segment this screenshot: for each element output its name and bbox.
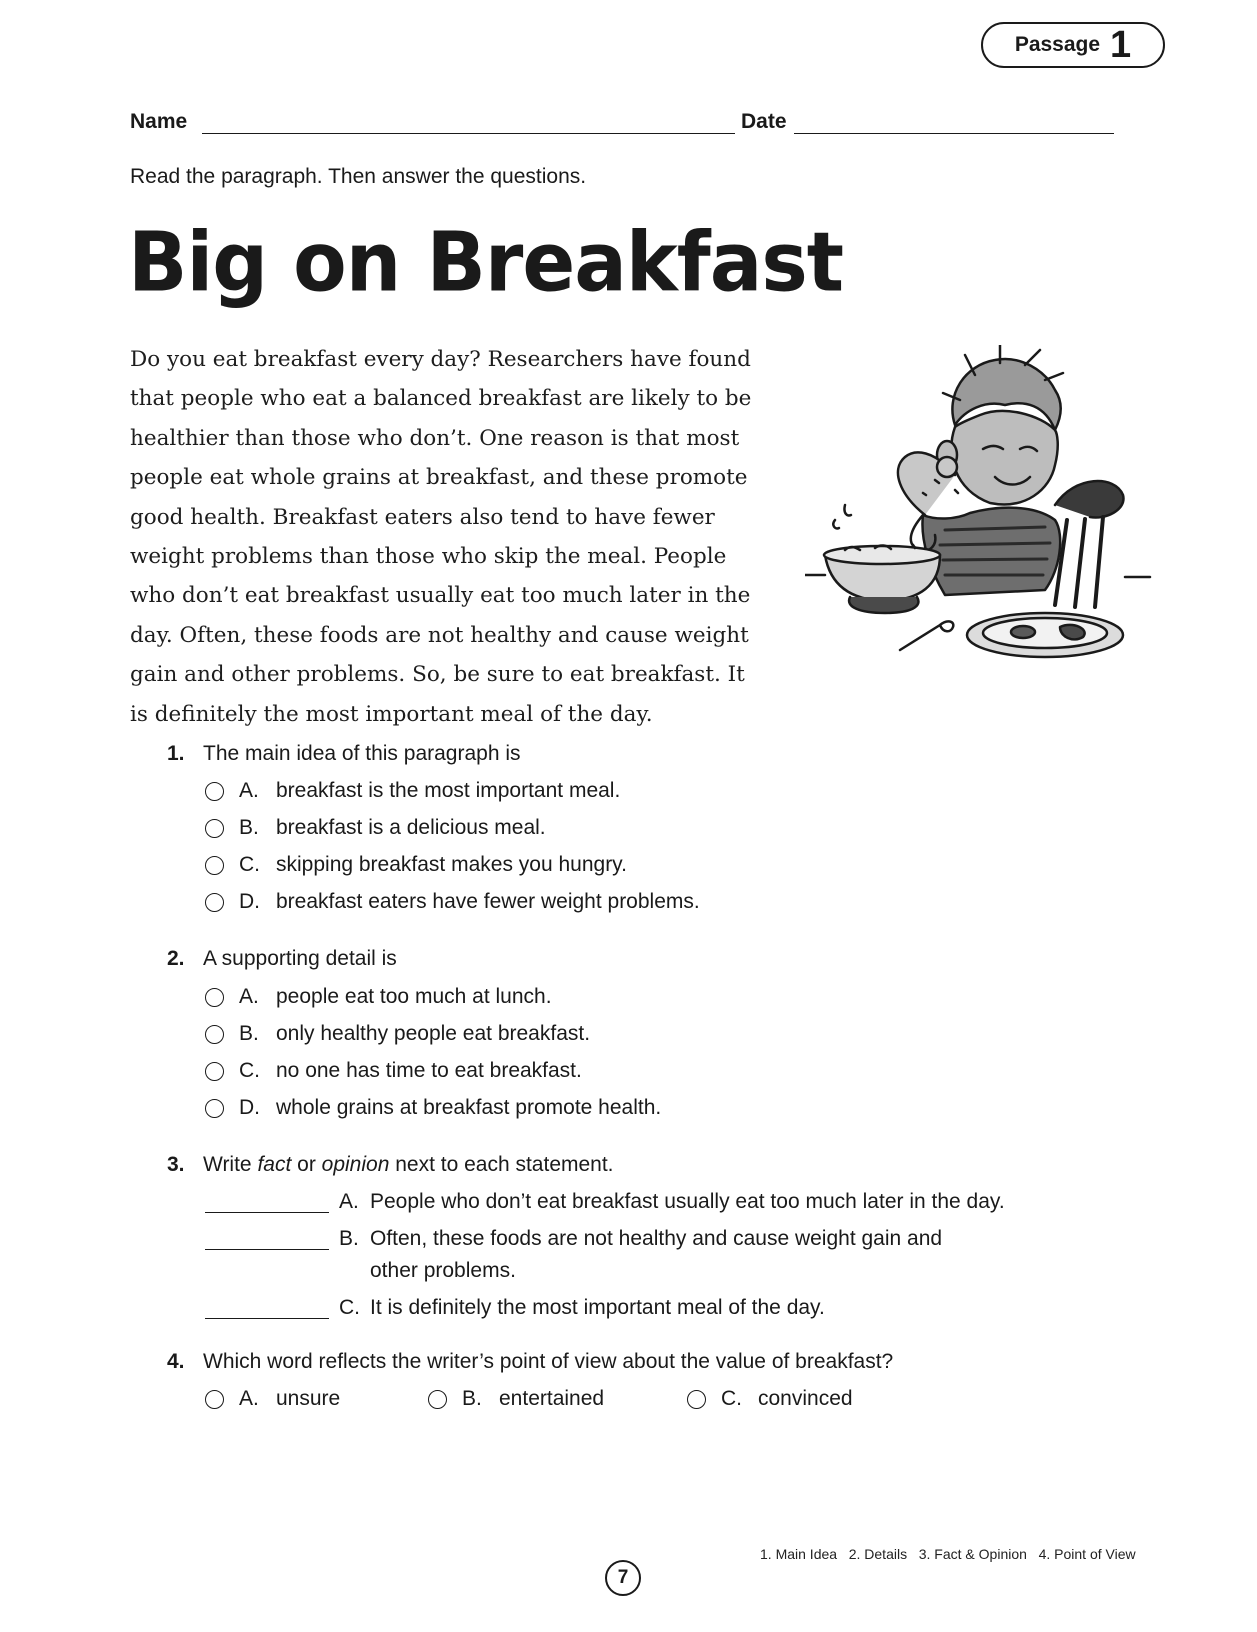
question-1-number: 1.	[167, 742, 185, 765]
radio-button-icon[interactable]	[205, 819, 224, 838]
statement-a-text: People who don’t eat breakfast usually eat too much later in the day.	[370, 1190, 1005, 1213]
instructions: Read the paragraph. Then answer the questions.	[130, 165, 587, 188]
name-label: Name	[130, 110, 188, 133]
question-4-option-a[interactable]: A. unsure	[205, 1387, 340, 1411]
question-3-text: Write fact or opinion next to each statement.	[203, 1153, 614, 1176]
passage-badge	[981, 22, 1165, 68]
question-2-option-b[interactable]: B. only healthy people eat breakfast.	[205, 1022, 590, 1046]
radio-button-icon[interactable]	[205, 856, 224, 875]
name-line[interactable]	[202, 133, 735, 134]
question-4-option-b[interactable]: B. entertained	[428, 1387, 604, 1411]
question-4-number: 4.	[167, 1350, 185, 1373]
radio-button-icon[interactable]	[205, 1025, 224, 1044]
radio-button-icon[interactable]	[205, 1099, 224, 1118]
question-2-option-c[interactable]: C. no one has time to eat breakfast.	[205, 1059, 582, 1083]
boy-eating-breakfast-illustration	[805, 345, 1165, 675]
page-title: Big on Breakfast	[128, 216, 844, 311]
statement-c-text: It is definitely the most important meal of the day.	[370, 1296, 825, 1319]
statement-a-letter: A.	[339, 1190, 359, 1213]
answer-blank-a[interactable]	[205, 1212, 329, 1213]
question-1-option-d[interactable]: D. breakfast eaters have fewer weight problems.	[205, 890, 700, 914]
date-label: Date	[741, 110, 787, 133]
question-2-option-a[interactable]: A. people eat too much at lunch.	[205, 985, 552, 1009]
statement-b-text: Often, these foods are not healthy and cause weight gain and	[370, 1227, 943, 1250]
statement-c-letter: C.	[339, 1296, 360, 1319]
radio-button-icon[interactable]	[687, 1390, 706, 1409]
date-line[interactable]	[794, 133, 1114, 134]
question-2-option-d[interactable]: D. whole grains at breakfast promote health.	[205, 1096, 661, 1120]
radio-button-icon[interactable]	[205, 1390, 224, 1409]
radio-button-icon[interactable]	[205, 782, 224, 801]
answer-blank-b[interactable]	[205, 1249, 329, 1250]
radio-button-icon[interactable]	[205, 893, 224, 912]
question-3-number: 3.	[167, 1153, 185, 1176]
passage-paragraph: Do you eat breakfast every day? Researchers have found that people who eat a balanced breakfast are likely to be healthier than those who don’t. One reason is that most people eat whole grains at breakfast, and these promote good health. Breakfast eaters also tend to have fewer weight problems than those who skip the meal. People who don’t eat breakfast usually eat too much later in the day. Often, these foods are not healthy and cause weight gain and other problems. So, be sure to eat breakfast. It is definitely the most important meal of the day.	[130, 347, 752, 727]
statement-b-letter: B.	[339, 1227, 359, 1250]
question-2-text: A supporting detail is	[203, 947, 397, 970]
question-4-option-c[interactable]: C. convinced	[687, 1387, 853, 1411]
question-1-option-b[interactable]: B. breakfast is a delicious meal.	[205, 816, 546, 840]
skills-list: 1. Main Idea 2. Details 3. Fact & Opinion 4. Point of View	[760, 1546, 1136, 1562]
question-1-option-c[interactable]: C. skipping breakfast makes you hungry.	[205, 853, 627, 877]
answer-blank-c[interactable]	[205, 1318, 329, 1319]
radio-button-icon[interactable]	[205, 1062, 224, 1081]
question-1-option-a[interactable]: A. breakfast is the most important meal.	[205, 779, 620, 803]
radio-button-icon[interactable]	[428, 1390, 447, 1409]
question-1-text: The main idea of this paragraph is	[203, 742, 521, 765]
radio-button-icon[interactable]	[205, 988, 224, 1007]
question-2-number: 2.	[167, 947, 185, 970]
passage-number: 1	[1110, 24, 1132, 66]
question-4-text: Which word reflects the writer’s point of view about the value of breakfast?	[203, 1350, 894, 1373]
statement-b-text-continued: other problems.	[370, 1259, 516, 1282]
passage-label: Passage	[1014, 33, 1101, 56]
page-number: 7	[605, 1560, 641, 1596]
